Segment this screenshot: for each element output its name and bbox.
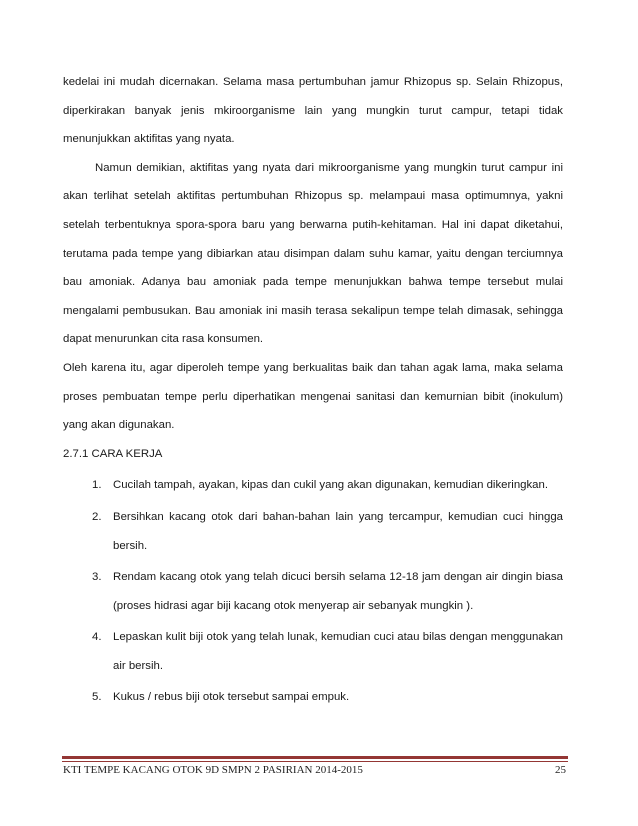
page-number: 25 bbox=[555, 764, 566, 776]
page-body bbox=[63, 68, 563, 714]
list-item-text: Lepaskan kulit biji otok yang telah lunak, kemudian cuci atau bilas dengan menggunakan air bersih. bbox=[113, 631, 563, 672]
paragraph-continuation: kedelai ini mudah dicernakan. Selama masa pertumbuhan jamur Rhizopus sp. Selain Rhizopus, diperkirakan banyak jenis mkiroorganisme lain yang mungkin turut campur, tetapi tidak menunjukkan aktifitas yang nyata. bbox=[63, 76, 563, 146]
list-item-number: 2. bbox=[92, 510, 102, 523]
section-heading: 2.7.1 CARA KERJA bbox=[63, 447, 163, 460]
list-item-number: 4. bbox=[92, 631, 102, 644]
list-item-text: Bersihkan kacang otok dari bahan-bahan lain yang tercampur, kemudian cuci hingga bersih. bbox=[113, 510, 563, 552]
list-item bbox=[63, 563, 563, 620]
list-item-number: 3. bbox=[92, 571, 102, 584]
list-item-number: 1. bbox=[92, 479, 102, 492]
paragraph-ammonia: Namun demikian, aktifitas yang nyata dari mikroorganisme yang mungkin turut campur ini akan terlihat setelah aktifitas pertumbuhan Rhizopus sp. melampaui masa optimumnya, yakni setelah terbentuknya spora-spora baru yang berwarna putih-kehitaman. Hal ini dapat diketahui, terutama pada tempe yang dibiarkan atau disimpan dalam suhu kamar, yaitu dengan terciumnya bau amoniak. Adanya bau amoniak pada tempe menunjukkan bahwa tempe tersebut mulai mengalami pembusukan. Bau amoniak ini masih terasa sekalipun tempe telah dimasak, sehingga dapat menurunkan cita rasa konsumen. bbox=[63, 161, 563, 346]
page-footer bbox=[63, 764, 566, 776]
list-item bbox=[63, 623, 563, 680]
footer-title: KTI TEMPE KACANG OTOK 9D SMPN 2 PASIRIAN 2014-2015 bbox=[63, 764, 363, 776]
procedure-list bbox=[63, 471, 563, 712]
list-item-text: Rendam kacang otok yang telah dicuci bersih selama 12-18 jam dengan air dingin biasa (proses hidrasi agar biji kacang otok menyerap air sebanyak mungkin ). bbox=[113, 571, 563, 612]
footer-rule-thin bbox=[62, 761, 568, 762]
list-item-number: 5. bbox=[92, 691, 102, 704]
list-item bbox=[63, 683, 563, 712]
list-item bbox=[63, 503, 563, 560]
footer-rule-thick bbox=[62, 756, 568, 759]
list-item bbox=[63, 471, 563, 500]
list-item-text: Kukus / rebus biji otok tersebut sampai empuk. bbox=[113, 691, 350, 704]
list-item-text: Cucilah tampah, ayakan, kipas dan cukil yang akan digunakan, kemudian dikeringkan. bbox=[113, 479, 549, 492]
paragraph-conclusion: Oleh karena itu, agar diperoleh tempe yang berkualitas baik dan tahan agak lama, maka selama proses pembuatan tempe perlu diperhatikan mengenai sanitasi dan kemurnian bibit (inokulum) yang akan digunakan. bbox=[63, 361, 563, 432]
